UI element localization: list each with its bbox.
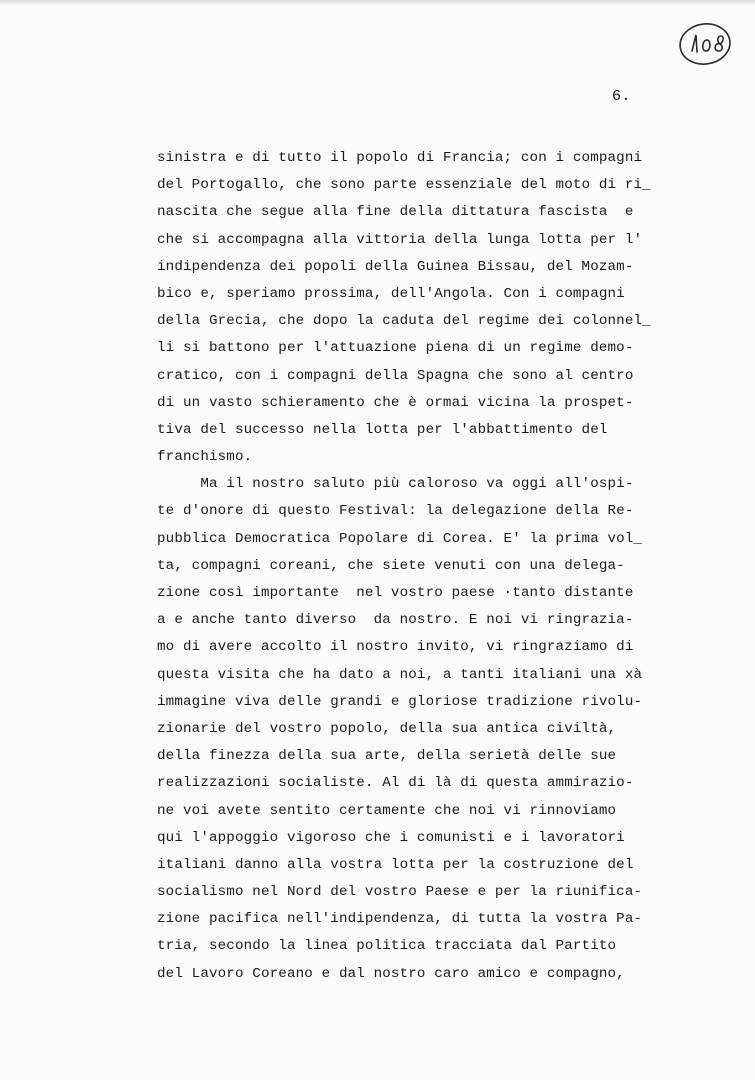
text-line: franchismo. <box>157 449 253 466</box>
text-line: Ma il nostro saluto più caloroso va oggi all'ospi- <box>157 476 634 493</box>
text-line: della Grecia, che dopo la caduta del regime dei colonnel_ <box>157 313 651 330</box>
text-line: zione pacifica nell'indipendenza, di tutta la vostra Pa- <box>157 911 643 928</box>
text-line: della finezza della sua arte, della serietà delle sue <box>157 748 617 765</box>
text-line: li si battono per l'attuazione piena di un regime demo- <box>157 340 634 357</box>
text-line: indipendenza dei popoli della Guinea Bissau, del Mozam- <box>157 258 634 275</box>
scan-edge <box>0 0 755 6</box>
text-line: questa visita che ha dato a noi, a tanti italiani una xà <box>157 666 643 683</box>
text-line: ne voi avete sentito certamente che noi vi rinnoviamo <box>157 802 617 819</box>
text-line: del Lavoro Coreano e dal nostro caro amico e compagno, <box>157 965 625 982</box>
text-line: del Portogallo, che sono parte essenziale del moto di ri_ <box>157 177 651 194</box>
text-line: a e anche tanto diverso da nostro. E noi vi ringrazia- <box>157 612 634 629</box>
text-line: pubblica Democratica Popolare di Corea. E' la prima vol_ <box>157 530 643 547</box>
text-line: realizzazioni socialiste. Al di là di questa ammirazio- <box>157 775 634 792</box>
text-line: zione così importante nel vostro paese ·tanto distante <box>157 585 634 601</box>
text-line: cratico, con i compagni della Spagna che sono al centro <box>157 367 634 384</box>
text-line: nascita che segue alla fine della dittatura fascista e <box>157 204 634 221</box>
text-line: immagine viva delle grandi e gloriose tradizione rivolu- <box>157 693 643 710</box>
text-line: tria, secondo la linea politica tracciata dal Partito <box>157 938 617 955</box>
page-number: 6. <box>612 88 632 105</box>
handwritten-page-stamp <box>677 20 733 68</box>
text-line: bico e, speriamo prossima, dell'Angola. Con i compagni <box>157 285 625 302</box>
text-line: te d'onore di questo Festival: la delegazione della Re- <box>157 503 634 520</box>
text-line: di un vasto schieramento che è ormai vicina la prospet- <box>157 394 634 411</box>
text-line: che si accompagna alla vittoria della lunga lotta per l' <box>157 231 643 248</box>
text-line: socialismo nel Nord del vostro Paese e per la riunifica- <box>157 884 643 901</box>
text-line: tiva del successo nella lotta per l'abbattimento del <box>157 421 608 438</box>
text-line: italiani danno alla vostra lotta per la costruzione del <box>157 856 634 873</box>
text-line: qui l'appoggio vigoroso che i comunisti e i lavoratori <box>157 829 625 846</box>
text-line: zionarie del vostro popolo, della sua antica civiltà, <box>157 720 617 737</box>
body-text <box>157 145 677 988</box>
text-line: mo di avere accolto il nostro invito, vi ringraziamo di <box>157 639 634 656</box>
text-line: ta, compagni coreani, che siete venuti con una delega- <box>157 557 625 574</box>
text-line: sinistra e di tutto il popolo di Francia; con i compagni <box>157 150 643 166</box>
